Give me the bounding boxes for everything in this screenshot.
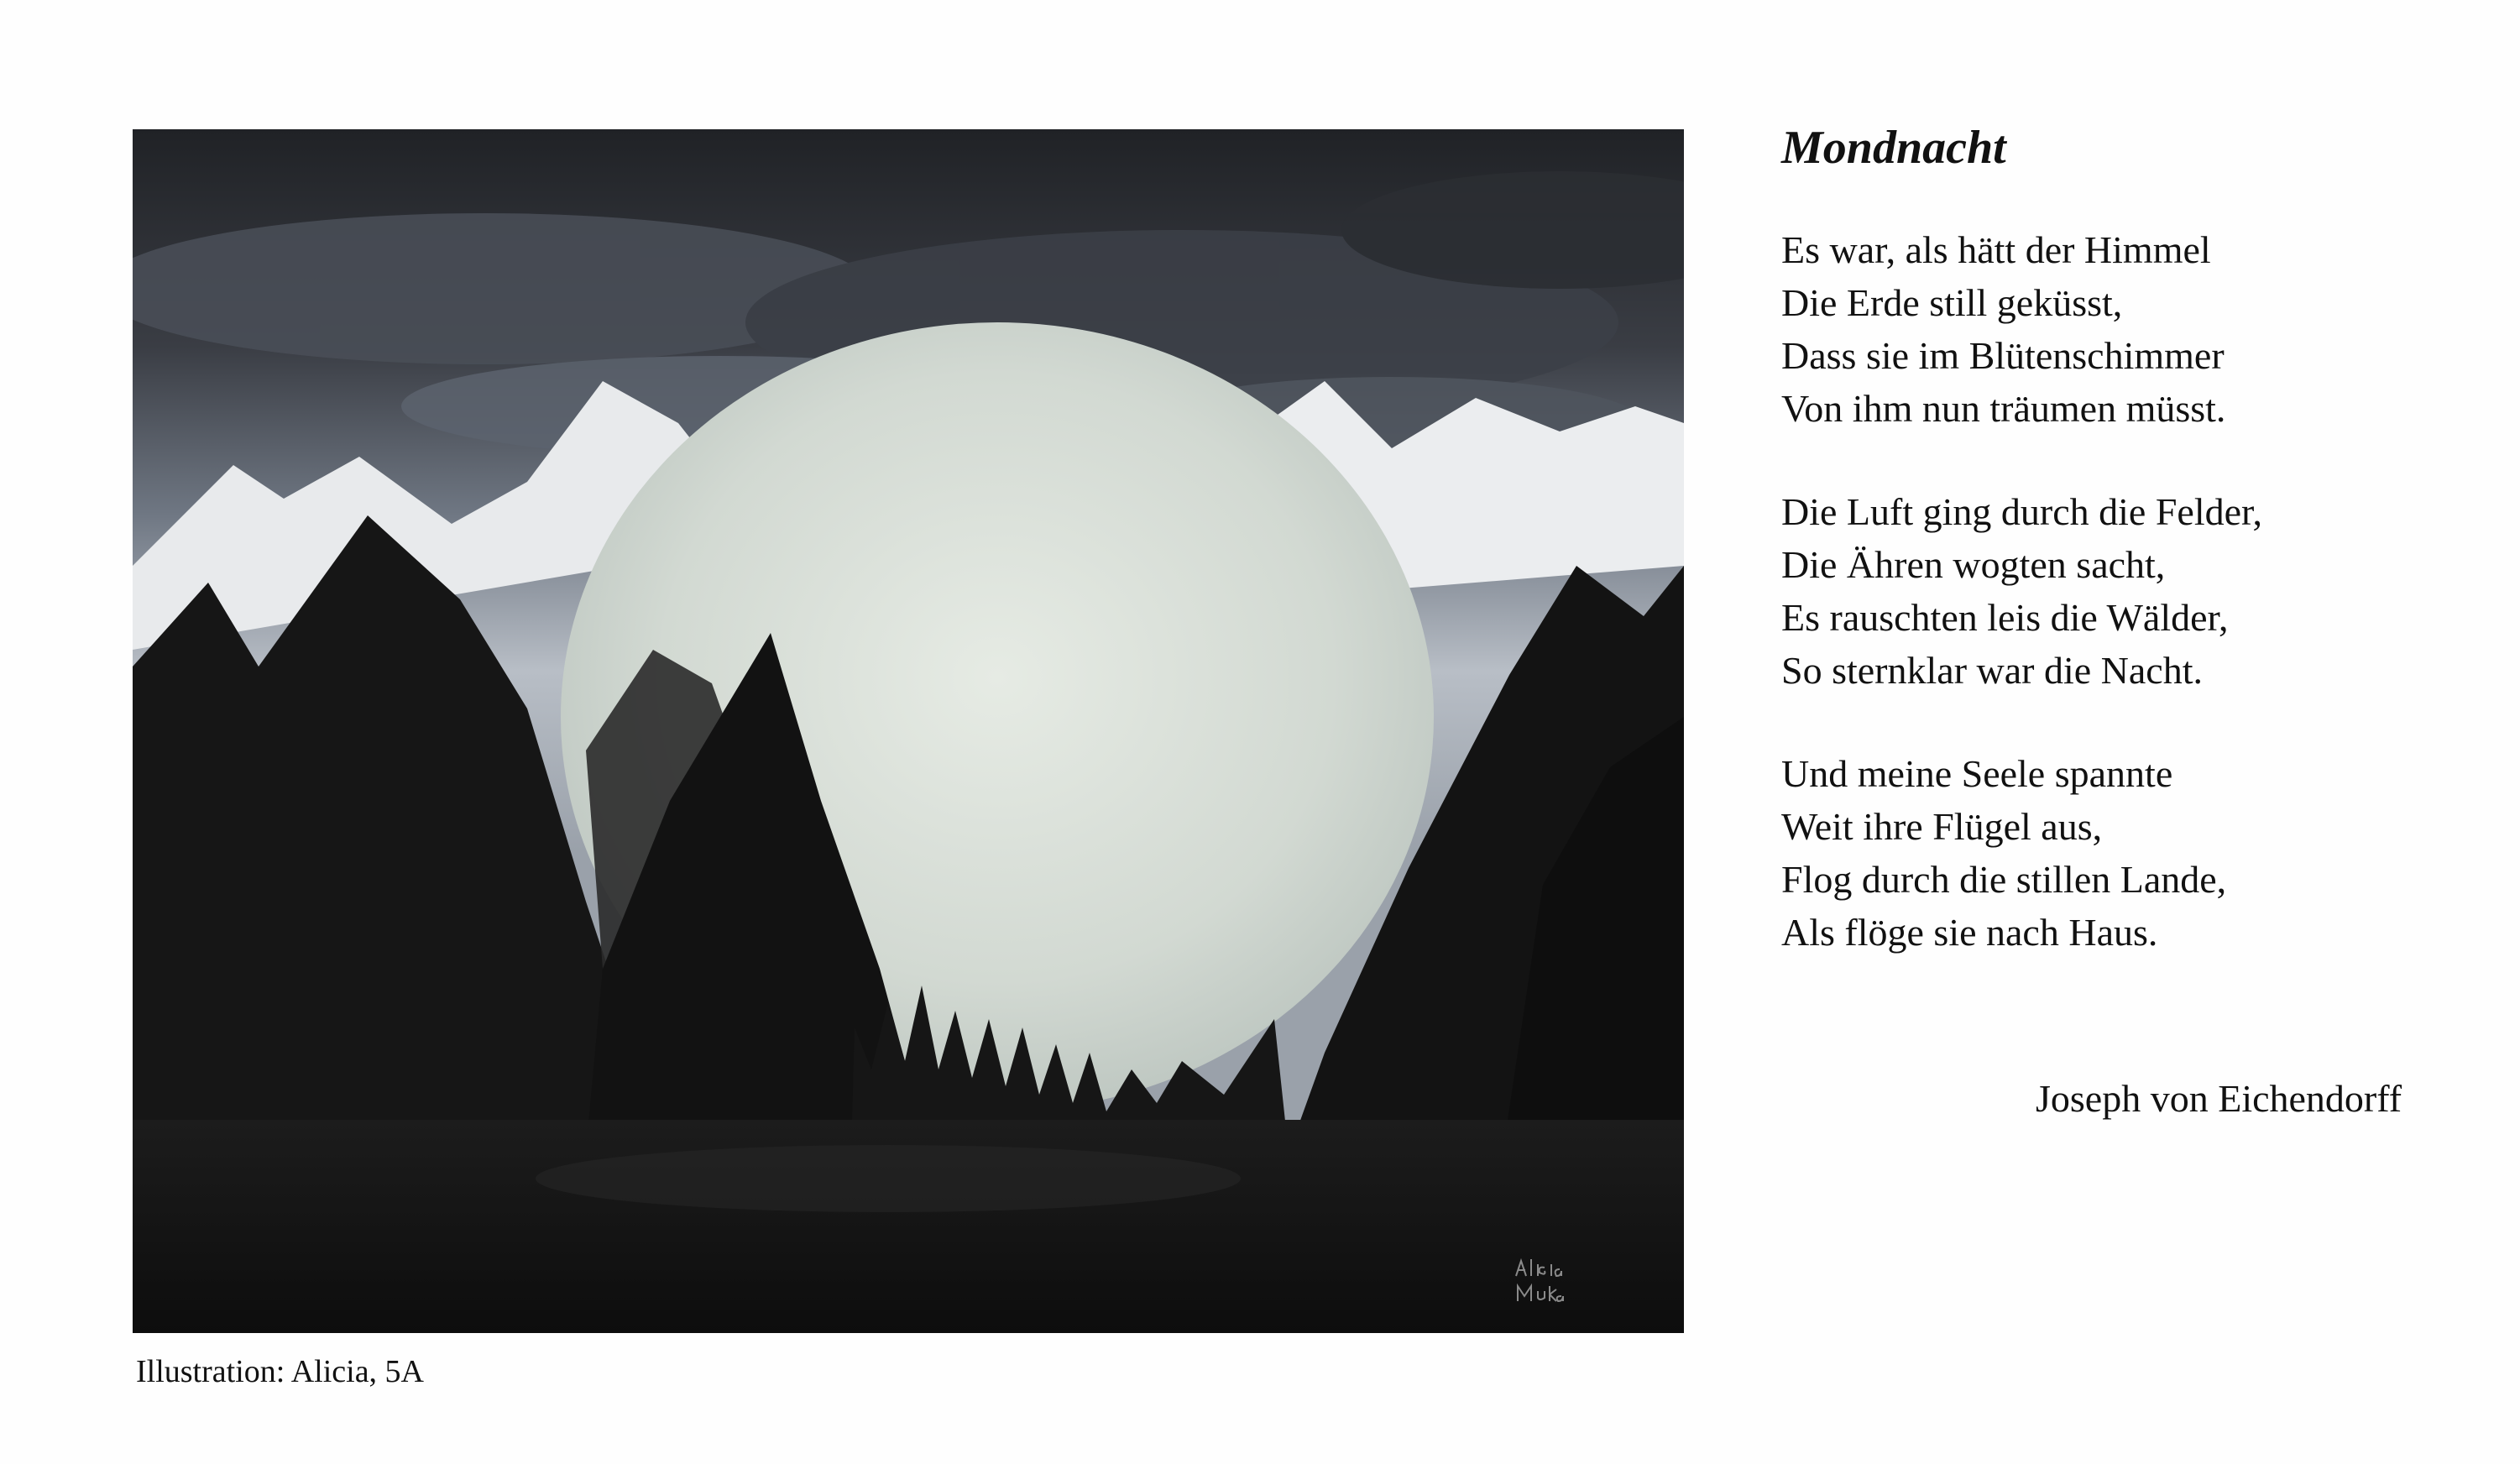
poem-line: Als flöge sie nach Haus. (1781, 911, 2158, 954)
poem-line: Weit ihre Flügel aus, (1781, 805, 2103, 849)
poem-line: Dass sie im Blütenschimmer (1781, 334, 2225, 378)
poem-title: Mondnacht (1781, 122, 2006, 174)
poem-line: Von ihm nun träumen müsst. (1781, 387, 2226, 431)
stanza-3 (1781, 747, 2470, 959)
poem-line: Die Ähren wogten sacht, (1781, 543, 2166, 587)
stanza-1 (1781, 223, 2470, 435)
watercolor-illustration (133, 129, 1684, 1333)
poem-line: Es war, als hätt der Himmel (1781, 228, 2211, 272)
illustration-caption: Illustration: Alicia, 5A (136, 1354, 425, 1389)
poem-line: So sternklar war die Nacht. (1781, 649, 2204, 693)
poem-line: Flog durch die stillen Lande, (1781, 858, 2227, 902)
stanza-2 (1781, 485, 2470, 697)
poem-line: Und meine Seele spannte (1781, 752, 2173, 796)
poem-line: Es rauschten leis die Wälder, (1781, 596, 2229, 640)
poem (1781, 121, 2470, 1009)
poem-author: Joseph von Eichendorff (2036, 1077, 2402, 1120)
poem-line: Die Luft ging durch die Felder, (1781, 490, 2263, 534)
poem-line: Die Erde still geküsst, (1781, 281, 2123, 325)
